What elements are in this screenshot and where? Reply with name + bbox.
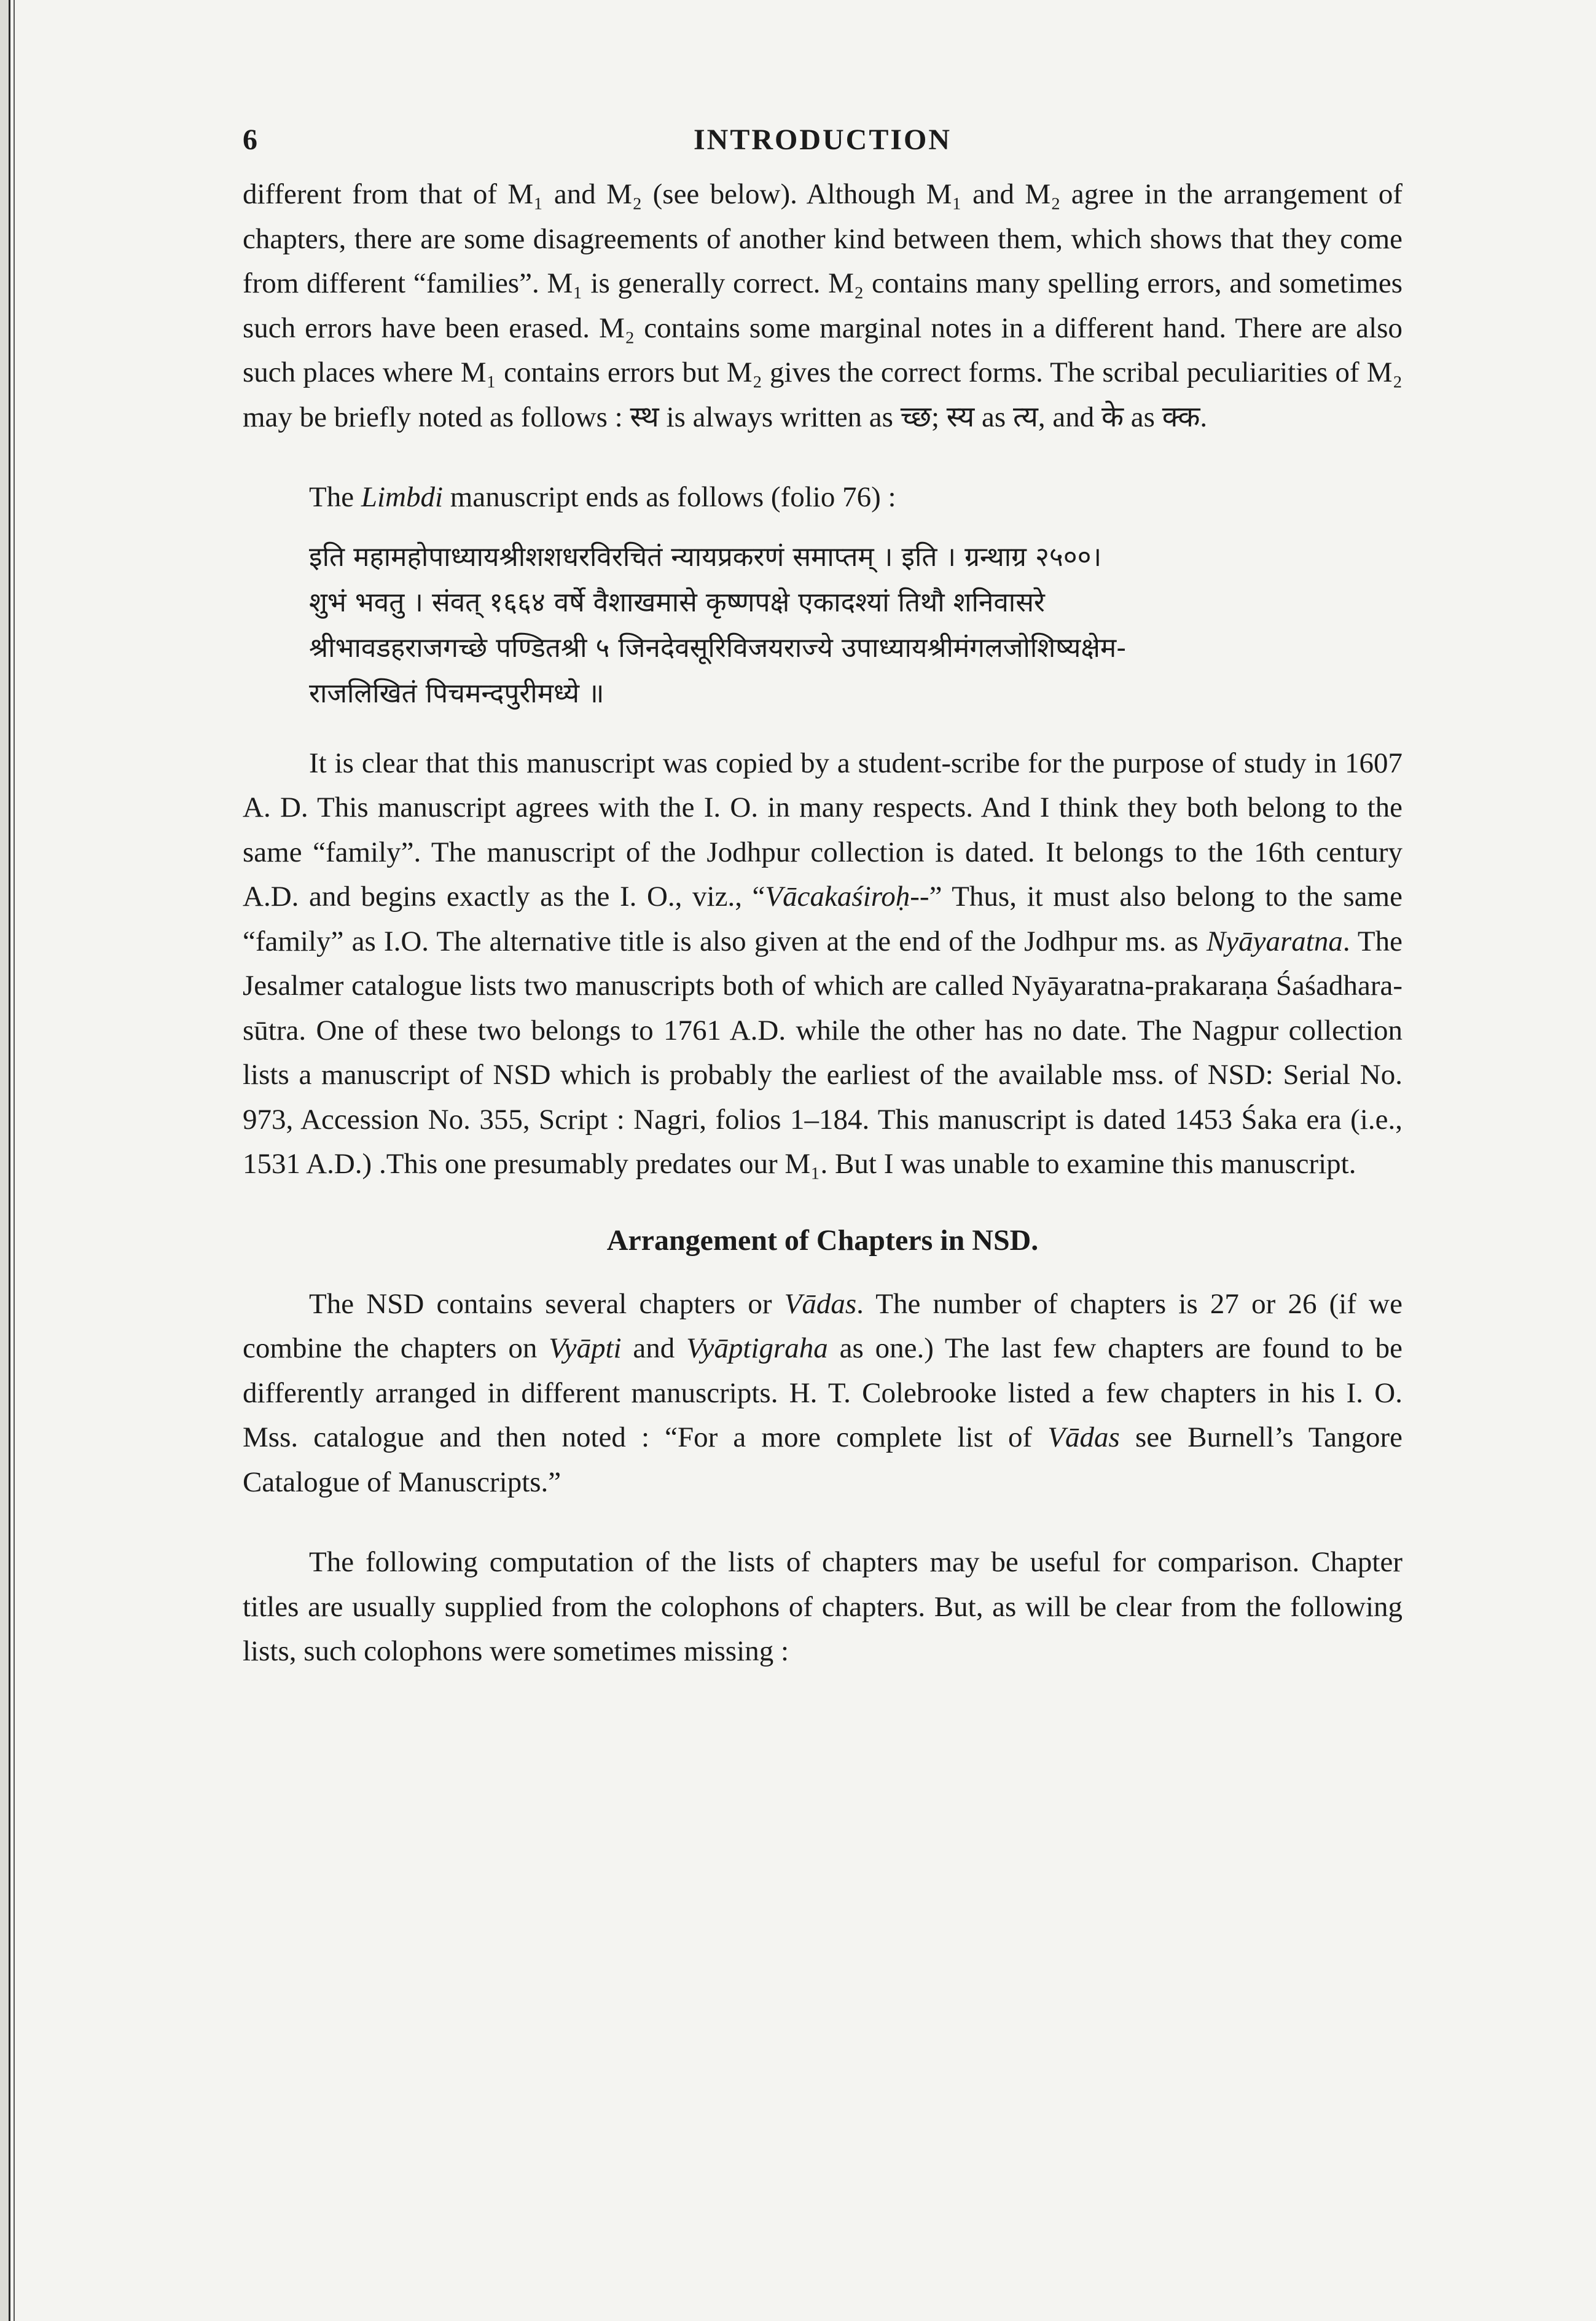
document-page (243, 117, 1402, 1674)
running-head: INTRODUCTION (693, 124, 952, 156)
sanskrit-line-1: इति महामहोपाध्यायश्रीशशधरविरचितं न्यायप्रकरणं समाप्तम् । इति । ग्रन्थाग्र २५००। (309, 541, 1102, 573)
limbdi-italic: Limbdi (361, 481, 444, 513)
page-binding-edge (0, 0, 10, 2321)
paragraph-manuscripts-comparison: different from that of M₁ and M₂ (see below). Although M₁ and M₂ agree in the arrangement of chapters, there are some disagreements of another kind between them, which shows that they come from different “families”. M₁ is generally correct. M₂ contains many spelling errors, and sometimes such errors have been erased. M₂ contains some marginal notes in a different hand. There are also such places where M₁ contains errors but M₂ gives the correct forms. The scribal peculiarities of M₂ may be briefly noted as follows : स्थ is always written as च्छ; स्य as त्य, and के as क्क. (243, 178, 1402, 433)
section-heading: Arrangement of Chapters in NSD. (606, 1223, 1039, 1257)
sanskrit-line-2: शुभं भवतु । संवत् १६६४ वर्षे वैशाखमासे कृष्णपक्षे एकादश्यां तिथौ शनिवासरे (309, 586, 1045, 618)
paragraph-limbdi-intro: The Limbdi manuscript ends as follows (folio 76) : (309, 481, 896, 513)
page-header (243, 117, 1402, 172)
page-number: 6 (243, 124, 257, 156)
paragraph-computation: The following computation of the lists of chapters may be useful for comparison. Chapter titles are usually supplied from the colophons of chapters. But, as will be clear from the following lists, such colophons were sometimes missing : (243, 1546, 1402, 1667)
sanskrit-line-3: श्रीभावडहराजगच्छे पण्डितश्री ५ जिनदेवसूरिविजयराज्ये उपाध्यायश्रीमंगलजोशिष्यक्षेम- (309, 632, 1127, 664)
sanskrit-line-4: राजलिखितं पिचमन्दपुरीमध्ये ॥ (309, 677, 604, 709)
page-binding-line (14, 0, 15, 2321)
sanskrit-colophon (309, 535, 1402, 717)
paragraph-chapters-intro: The NSD contains several chapters or Vādas. The number of chapters is 27 or 26 (if we combine the chapters on Vyāpti and Vyāptigraha as one.) The last few chapters are found to be differently arranged in different manuscripts. H. T. Colebrooke listed a few chapters in his I. O. Mss. catalogue and then noted : “For a more complete list of Vādas see Burnell’s Tangore Catalogue of Manuscripts.” (243, 1287, 1402, 1498)
nyayaratna-italic: Nyāyaratna (1206, 925, 1343, 957)
vacakasirah-italic: Vācakaśiroḥ-- (765, 881, 929, 913)
paragraph-limbdi-analysis: It is clear that this manuscript was copied by a student-scribe for the purpose of study in 1607 A. D. This manuscript agrees with the I. O. in many respects. And I think they both belong to the same “family”. The manuscript of the Jodhpur collection is dated. It belongs to the 16th century A.D. and begins exactly as the I. O., viz., “Vācakaśiroḥ--” Thus, it must also belong to the same “family” as I.O. The alternative title is also given at the end of the Jodhpur ms. as Nyāyaratna. The Jesalmer catalogue lists two manuscripts both of which are called Nyāyaratna-prakaraṇa Śaśadhara-sūtra. One of these two belongs to 1761 A.D. while the other has no date. The Nagpur collection lists a manuscript of NSD which is probably the earliest of the available mss. of NSD: Serial No. 973, Accession No. 355, Script : Nagri, folios 1–184. This manuscript is dated 1453 Śaka era (i.e., 1531 A.D.) .This one presumably predates our M₁. But I was unable to examine this manuscript. (243, 747, 1402, 1180)
